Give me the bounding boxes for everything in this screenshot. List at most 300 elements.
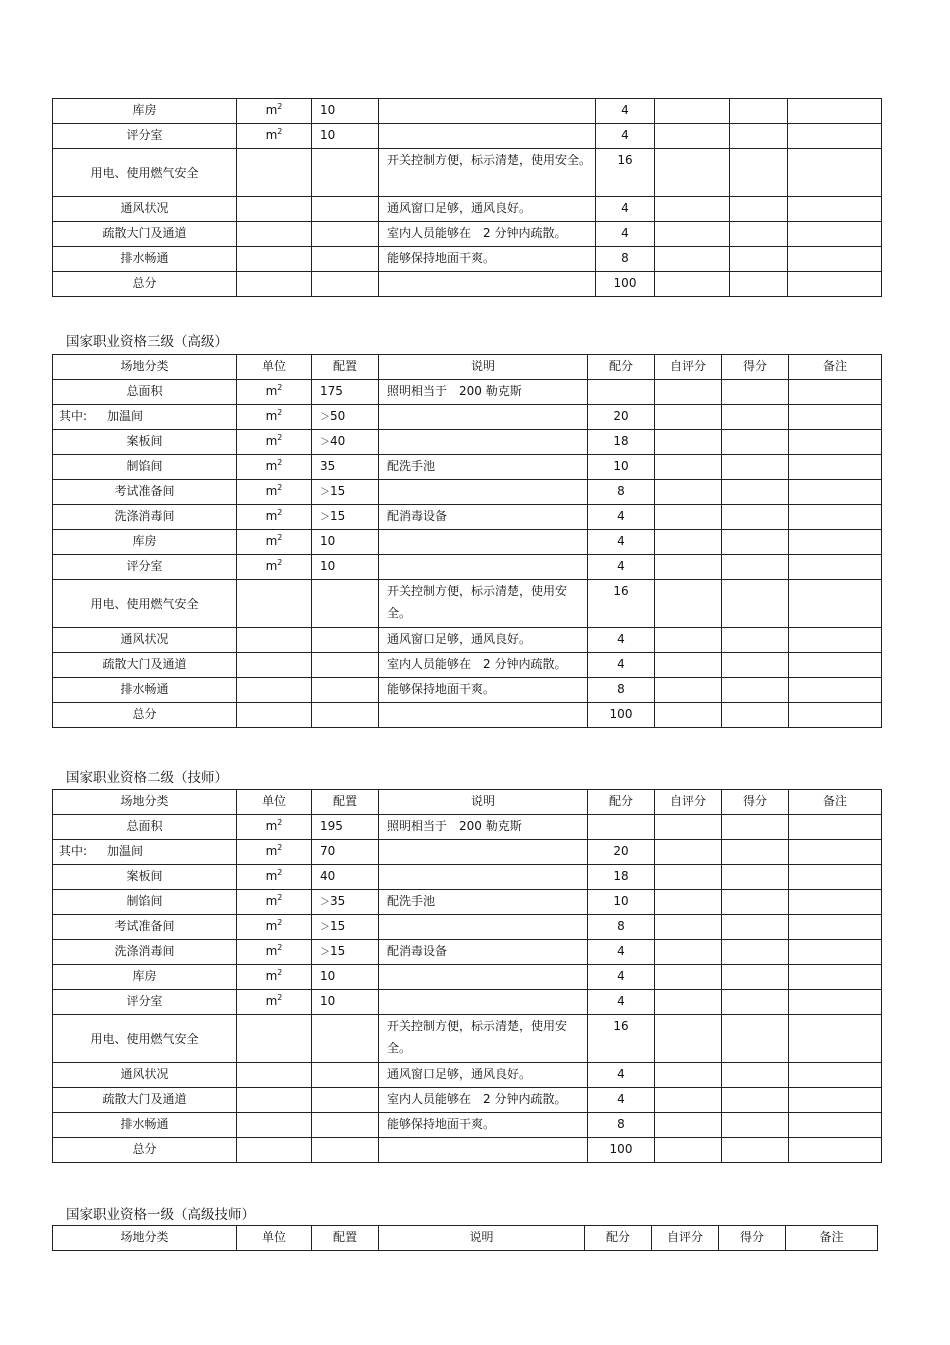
category-name: 评分室 <box>126 559 163 573</box>
score-cell: 8 <box>588 480 655 505</box>
score-cell: 16 <box>596 149 655 197</box>
remark-cell <box>789 678 882 703</box>
category-name: 疏散大门及通道 <box>102 226 187 240</box>
category-name: 案板间 <box>126 434 163 448</box>
note-cell: 室内人员能够在 2 分钟内疏散。 <box>379 1088 588 1113</box>
self-score-cell <box>655 1015 722 1063</box>
header-cell: 自评分 <box>652 1226 719 1251</box>
obtained-score-cell <box>722 530 789 555</box>
table-row <box>53 247 882 272</box>
note-cell <box>379 990 588 1015</box>
remark-cell <box>789 840 882 865</box>
header-cell: 自评分 <box>655 790 722 815</box>
category-name: 考试准备间 <box>114 484 175 498</box>
table-row <box>53 1063 882 1088</box>
config-cell <box>312 505 379 530</box>
table-row <box>53 99 882 124</box>
category-name: 制馅间 <box>126 459 163 473</box>
unit-superscript: 2 <box>277 843 283 852</box>
self-score-cell <box>655 149 730 197</box>
obtained-score-cell <box>730 247 788 272</box>
obtained-score-cell <box>730 149 788 197</box>
unit-superscript: 2 <box>277 508 283 517</box>
unit-cell <box>237 124 312 149</box>
obtained-score-cell <box>722 678 789 703</box>
unit-cell <box>237 703 312 728</box>
table-row <box>53 678 882 703</box>
note-cell <box>379 703 588 728</box>
obtained-score-cell <box>722 430 789 455</box>
category-cell <box>53 99 237 124</box>
header-cell: 配置 <box>312 355 379 380</box>
header-cell: 说明 <box>379 1226 585 1251</box>
unit-cell <box>237 580 312 628</box>
note-cell: 通风窗口足够，通风良好。 <box>379 197 596 222</box>
category-name: 总面积 <box>126 384 163 398</box>
category-name: 总分 <box>132 1142 157 1156</box>
self-score-cell <box>655 840 722 865</box>
self-score-cell <box>655 653 722 678</box>
obtained-score-cell <box>722 505 789 530</box>
unit-superscript: 2 <box>277 408 283 417</box>
category-prefix: 其中: <box>59 409 88 423</box>
config-value: 40 <box>320 869 336 883</box>
config-cell <box>312 1015 379 1063</box>
unit-superscript: 2 <box>277 127 283 136</box>
remark-cell <box>788 222 882 247</box>
config-prefix: ＞ <box>320 512 330 523</box>
obtained-score-cell <box>730 272 788 297</box>
obtained-score-cell <box>722 1113 789 1138</box>
obtained-score-cell <box>730 222 788 247</box>
self-score-cell <box>655 247 730 272</box>
unit-superscript: 2 <box>277 458 283 467</box>
self-score-cell <box>655 480 722 505</box>
score-cell: 4 <box>596 197 655 222</box>
score-cell: 8 <box>588 915 655 940</box>
unit-superscript: 2 <box>277 533 283 542</box>
unit-cell <box>237 628 312 653</box>
header-cell: 得分 <box>722 355 789 380</box>
category-cell <box>53 865 237 890</box>
config-cell <box>312 555 379 580</box>
obtained-score-cell <box>722 653 789 678</box>
self-score-cell <box>655 455 722 480</box>
unit-superscript: 2 <box>277 993 283 1002</box>
remark-cell <box>789 915 882 940</box>
score-cell: 100 <box>588 1138 655 1163</box>
config-value: 15 <box>330 509 346 523</box>
config-value: 35 <box>320 459 336 473</box>
table-level2 <box>52 789 882 1163</box>
self-score-cell <box>655 1138 722 1163</box>
category-name: 库房 <box>132 534 157 548</box>
config-value: 15 <box>330 484 346 498</box>
remark-cell <box>789 1088 882 1113</box>
config-cell <box>312 865 379 890</box>
header-cell: 备注 <box>786 1226 878 1251</box>
self-score-cell <box>655 940 722 965</box>
score-cell <box>588 380 655 405</box>
unit-superscript: 2 <box>277 868 283 877</box>
unit-cell <box>237 272 312 297</box>
config-cell <box>312 430 379 455</box>
header-cell: 配置 <box>312 790 379 815</box>
config-prefix: ＞ <box>320 922 330 933</box>
remark-cell <box>789 1113 882 1138</box>
note-cell <box>379 272 596 297</box>
self-score-cell <box>655 222 730 247</box>
unit-cell <box>237 678 312 703</box>
config-cell <box>312 678 379 703</box>
unit-cell <box>237 455 312 480</box>
category-cell <box>53 380 237 405</box>
config-cell <box>312 530 379 555</box>
table-level1 <box>52 1225 878 1251</box>
category-cell <box>53 580 237 628</box>
note-cell: 能够保持地面干爽。 <box>379 1113 588 1138</box>
remark-cell <box>789 653 882 678</box>
score-cell: 4 <box>588 653 655 678</box>
config-value: 15 <box>330 919 346 933</box>
category-name: 通风状况 <box>120 632 169 646</box>
note-cell: 能够保持地面干爽。 <box>379 678 588 703</box>
config-cell <box>312 653 379 678</box>
remark-cell <box>788 272 882 297</box>
remark-cell <box>789 1015 882 1063</box>
category-cell <box>53 247 237 272</box>
self-score-cell <box>655 272 730 297</box>
config-cell <box>312 1138 379 1163</box>
unit-cell <box>237 815 312 840</box>
category-name: 通风状况 <box>120 1067 169 1081</box>
obtained-score-cell <box>722 1015 789 1063</box>
note-cell: 配消毒设备 <box>379 505 588 530</box>
unit-cell <box>237 940 312 965</box>
unit-cell <box>237 653 312 678</box>
category-cell <box>53 480 237 505</box>
obtained-score-cell <box>730 197 788 222</box>
config-cell <box>312 580 379 628</box>
obtained-score-cell <box>722 555 789 580</box>
header-cell: 得分 <box>719 1226 786 1251</box>
table-row <box>53 455 882 480</box>
config-value: 70 <box>320 844 336 858</box>
note-cell <box>379 840 588 865</box>
category-name: 疏散大门及通道 <box>102 1092 187 1106</box>
score-cell: 18 <box>588 865 655 890</box>
unit-superscript: 2 <box>277 558 283 567</box>
remark-cell <box>789 940 882 965</box>
config-value: 195 <box>320 819 343 833</box>
table-row <box>53 380 882 405</box>
unit-superscript: 2 <box>277 893 283 902</box>
remark-cell <box>788 247 882 272</box>
category-cell <box>53 965 237 990</box>
header-cell: 备注 <box>789 790 882 815</box>
config-cell <box>312 965 379 990</box>
table-row <box>53 505 882 530</box>
category-cell <box>53 703 237 728</box>
note-cell: 能够保持地面干爽。 <box>379 247 596 272</box>
category-name: 库房 <box>132 103 157 117</box>
remark-cell <box>789 405 882 430</box>
obtained-score-cell <box>722 405 789 430</box>
table-row <box>53 197 882 222</box>
obtained-score-cell <box>722 865 789 890</box>
table-row <box>53 1088 882 1113</box>
header-cell: 自评分 <box>655 355 722 380</box>
category-cell <box>53 1113 237 1138</box>
unit-cell <box>237 149 312 197</box>
category-cell <box>53 628 237 653</box>
category-prefix: 其中: <box>59 844 88 858</box>
config-prefix: ＞ <box>320 437 330 448</box>
category-cell <box>53 222 237 247</box>
header-cell: 配分 <box>585 1226 652 1251</box>
self-score-cell <box>655 555 722 580</box>
unit-text: m <box>265 128 278 142</box>
category-cell <box>53 1138 237 1163</box>
category-cell <box>53 915 237 940</box>
config-cell <box>312 1063 379 1088</box>
category-cell <box>53 653 237 678</box>
self-score-cell <box>655 1063 722 1088</box>
remark-cell <box>788 99 882 124</box>
config-cell <box>312 124 379 149</box>
config-cell <box>312 480 379 505</box>
unit-text: m <box>265 534 278 548</box>
remark-cell <box>789 865 882 890</box>
category-name: 用电、使用燃气安全 <box>90 165 199 180</box>
header-cell: 说明 <box>379 355 588 380</box>
category-name: 库房 <box>132 969 157 983</box>
score-cell: 4 <box>588 530 655 555</box>
category-cell <box>53 940 237 965</box>
score-cell: 8 <box>596 247 655 272</box>
category-cell <box>53 197 237 222</box>
score-cell: 4 <box>588 628 655 653</box>
unit-text: m <box>265 559 278 573</box>
remark-cell <box>789 430 882 455</box>
category-name: 洗涤消毒间 <box>114 944 175 958</box>
category-cell <box>53 505 237 530</box>
table-row <box>53 940 882 965</box>
remark-cell <box>789 455 882 480</box>
obtained-score-cell <box>722 915 789 940</box>
table-row <box>53 815 882 840</box>
self-score-cell <box>655 865 722 890</box>
unit-cell <box>237 890 312 915</box>
category-cell <box>53 1015 237 1063</box>
header-cell: 场地分类 <box>53 790 237 815</box>
remark-cell <box>789 505 882 530</box>
self-score-cell <box>655 815 722 840</box>
note-cell <box>379 405 588 430</box>
category-name: 排水畅通 <box>120 682 169 696</box>
config-cell <box>312 247 379 272</box>
unit-text: m <box>265 844 278 858</box>
unit-text: m <box>265 434 278 448</box>
config-prefix: ＞ <box>320 412 330 423</box>
self-score-cell <box>655 197 730 222</box>
category-name: 案板间 <box>126 869 163 883</box>
remark-cell <box>788 197 882 222</box>
obtained-score-cell <box>722 1063 789 1088</box>
unit-text: m <box>265 459 278 473</box>
self-score-cell <box>655 405 722 430</box>
table-row <box>53 628 882 653</box>
table-row <box>53 149 882 197</box>
score-cell: 4 <box>588 1088 655 1113</box>
category-name: 加温间 <box>107 844 144 858</box>
config-cell <box>312 222 379 247</box>
self-score-cell <box>655 1113 722 1138</box>
category-cell <box>53 149 237 197</box>
obtained-score-cell <box>722 380 789 405</box>
unit-text: m <box>265 919 278 933</box>
category-name: 考试准备间 <box>114 919 175 933</box>
note-cell <box>379 965 588 990</box>
config-cell <box>312 915 379 940</box>
config-cell <box>312 1113 379 1138</box>
score-cell: 18 <box>588 430 655 455</box>
obtained-score-cell <box>722 840 789 865</box>
self-score-cell <box>655 890 722 915</box>
unit-cell <box>237 480 312 505</box>
unit-cell <box>237 990 312 1015</box>
table-row <box>53 405 882 430</box>
score-cell: 4 <box>588 1063 655 1088</box>
category-cell <box>53 555 237 580</box>
table-row <box>53 965 882 990</box>
category-name: 疏散大门及通道 <box>102 657 187 671</box>
config-value: 10 <box>320 128 336 142</box>
table-row <box>53 1015 882 1063</box>
unit-cell <box>237 430 312 455</box>
unit-superscript: 2 <box>277 918 283 927</box>
remark-cell <box>789 1138 882 1163</box>
config-cell <box>312 380 379 405</box>
remark-cell <box>789 965 882 990</box>
header-cell: 单位 <box>237 1226 312 1251</box>
header-row <box>53 790 882 815</box>
unit-cell <box>237 505 312 530</box>
obtained-score-cell <box>722 990 789 1015</box>
config-value: 50 <box>330 409 346 423</box>
self-score-cell <box>655 124 730 149</box>
category-name: 排水畅通 <box>120 1117 169 1131</box>
unit-cell <box>237 1138 312 1163</box>
unit-cell <box>237 222 312 247</box>
score-cell: 20 <box>588 840 655 865</box>
self-score-cell <box>655 703 722 728</box>
category-name: 用电、使用燃气安全 <box>90 1031 199 1046</box>
header-cell: 场地分类 <box>53 1226 237 1251</box>
table-row <box>53 840 882 865</box>
self-score-cell <box>655 965 722 990</box>
score-cell: 4 <box>596 124 655 149</box>
unit-cell <box>237 965 312 990</box>
category-cell <box>53 1088 237 1113</box>
header-row <box>53 355 882 380</box>
unit-cell <box>237 1063 312 1088</box>
remark-cell <box>789 1063 882 1088</box>
unit-text: m <box>265 819 278 833</box>
unit-cell <box>237 1113 312 1138</box>
config-cell <box>312 149 379 197</box>
unit-cell <box>237 247 312 272</box>
obtained-score-cell <box>722 580 789 628</box>
score-cell: 4 <box>588 555 655 580</box>
table-row <box>53 1113 882 1138</box>
config-cell <box>312 940 379 965</box>
note-cell <box>379 915 588 940</box>
score-cell: 10 <box>588 455 655 480</box>
table-row <box>53 865 882 890</box>
unit-cell <box>237 1015 312 1063</box>
self-score-cell <box>655 99 730 124</box>
self-score-cell <box>655 430 722 455</box>
unit-cell <box>237 1088 312 1113</box>
header-cell: 场地分类 <box>53 355 237 380</box>
self-score-cell <box>655 990 722 1015</box>
score-cell: 20 <box>588 405 655 430</box>
category-name: 制馅间 <box>126 894 163 908</box>
remark-cell <box>789 815 882 840</box>
unit-text: m <box>265 894 278 908</box>
table-row <box>53 430 882 455</box>
self-score-cell <box>655 380 722 405</box>
table-row <box>53 990 882 1015</box>
table-row <box>53 703 882 728</box>
note-cell <box>379 124 596 149</box>
obtained-score-cell <box>730 124 788 149</box>
unit-superscript: 2 <box>277 968 283 977</box>
unit-text: m <box>265 994 278 1008</box>
category-cell <box>53 530 237 555</box>
config-value: 40 <box>330 434 346 448</box>
category-cell <box>53 124 237 149</box>
note-cell: 照明相当于 200 勒克斯 <box>379 380 588 405</box>
remark-cell <box>789 580 882 628</box>
unit-superscript: 2 <box>277 383 283 392</box>
category-name: 排水畅通 <box>120 251 169 265</box>
self-score-cell <box>655 1088 722 1113</box>
config-value: 10 <box>320 994 336 1008</box>
note-cell <box>379 1138 588 1163</box>
score-cell <box>588 815 655 840</box>
category-cell <box>53 272 237 297</box>
category-cell <box>53 815 237 840</box>
note-cell: 开关控制方便，标示清楚，使用安全。 <box>379 580 588 628</box>
note-cell <box>379 480 588 505</box>
note-cell: 开关控制方便，标示清楚，使用安全。 <box>379 1015 588 1063</box>
header-cell: 说明 <box>379 790 588 815</box>
unit-text: m <box>265 944 278 958</box>
config-prefix: ＞ <box>320 487 330 498</box>
table-row <box>53 580 882 628</box>
note-cell: 室内人员能够在 2 分钟内疏散。 <box>379 653 588 678</box>
obtained-score-cell <box>722 480 789 505</box>
config-cell <box>312 840 379 865</box>
score-cell: 4 <box>588 965 655 990</box>
unit-superscript: 2 <box>277 433 283 442</box>
remark-cell <box>789 555 882 580</box>
obtained-score-cell <box>722 815 789 840</box>
table-level3 <box>52 354 882 728</box>
category-name: 加温间 <box>107 409 144 423</box>
